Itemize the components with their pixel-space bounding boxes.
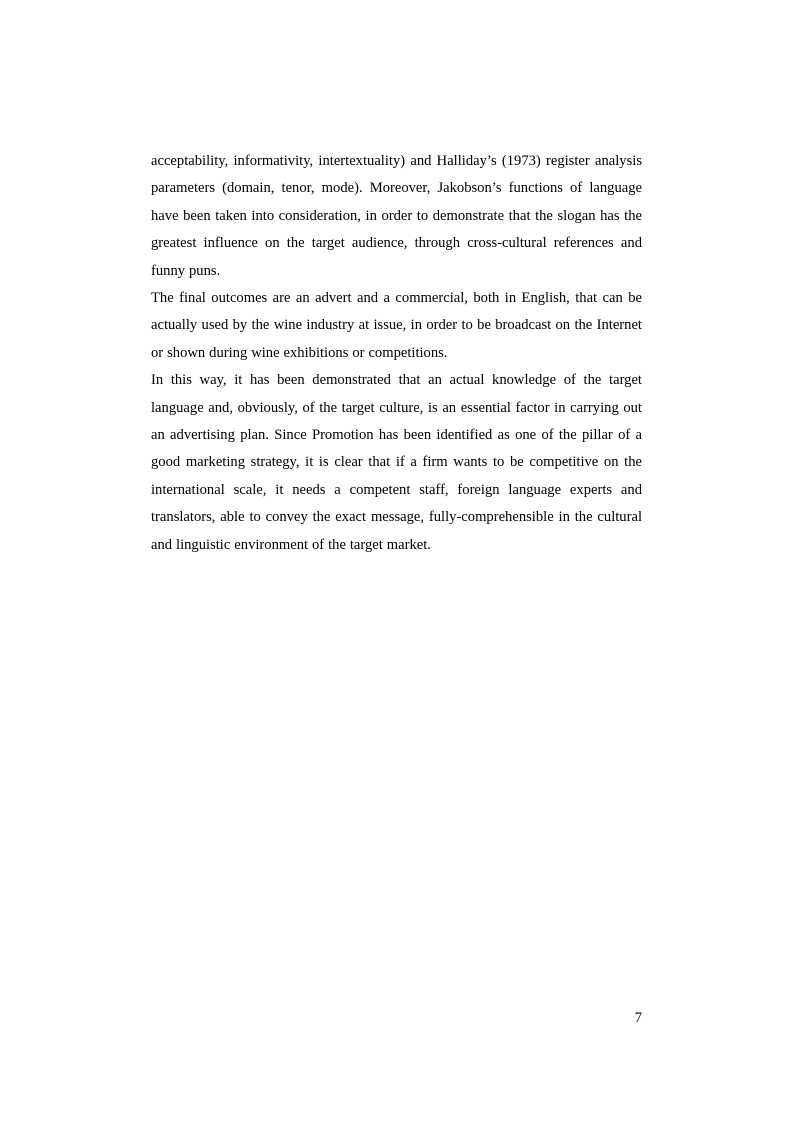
page-number: 7 — [634, 1010, 642, 1026]
paragraph-1: acceptability, informativity, intertextuality) and Halliday’s (1973) register analysis parameters (domain, tenor, mode). Moreover, Jakobson’s functions of language have been taken into consideration, in order to demonstrate that the slogan has the greatest influence on the target audience, through cross-cultural references and funny puns. — [151, 153, 642, 279]
paragraph-3: In this way, it has been demonstrated that an actual knowledge of the target language and, obviously, of the target culture, is an essential factor in carrying out an advertising plan. Since Promotion has been identified as one of the pillar of a good marketing strategy, it is clear that if a firm wants to be competitive on the international scale, it needs a competent staff, foreign language experts and translators, able to convey the exact message, fully-comprehensible in the cultural and linguistic environment of the target market. — [151, 372, 642, 553]
body-text — [151, 148, 642, 559]
paragraph-2: The final outcomes are an advert and a commercial, both in English, that can be actually used by the wine industry at issue, in order to be broadcast on the Internet or shown during wine exhibitions or competitions. — [151, 290, 642, 361]
